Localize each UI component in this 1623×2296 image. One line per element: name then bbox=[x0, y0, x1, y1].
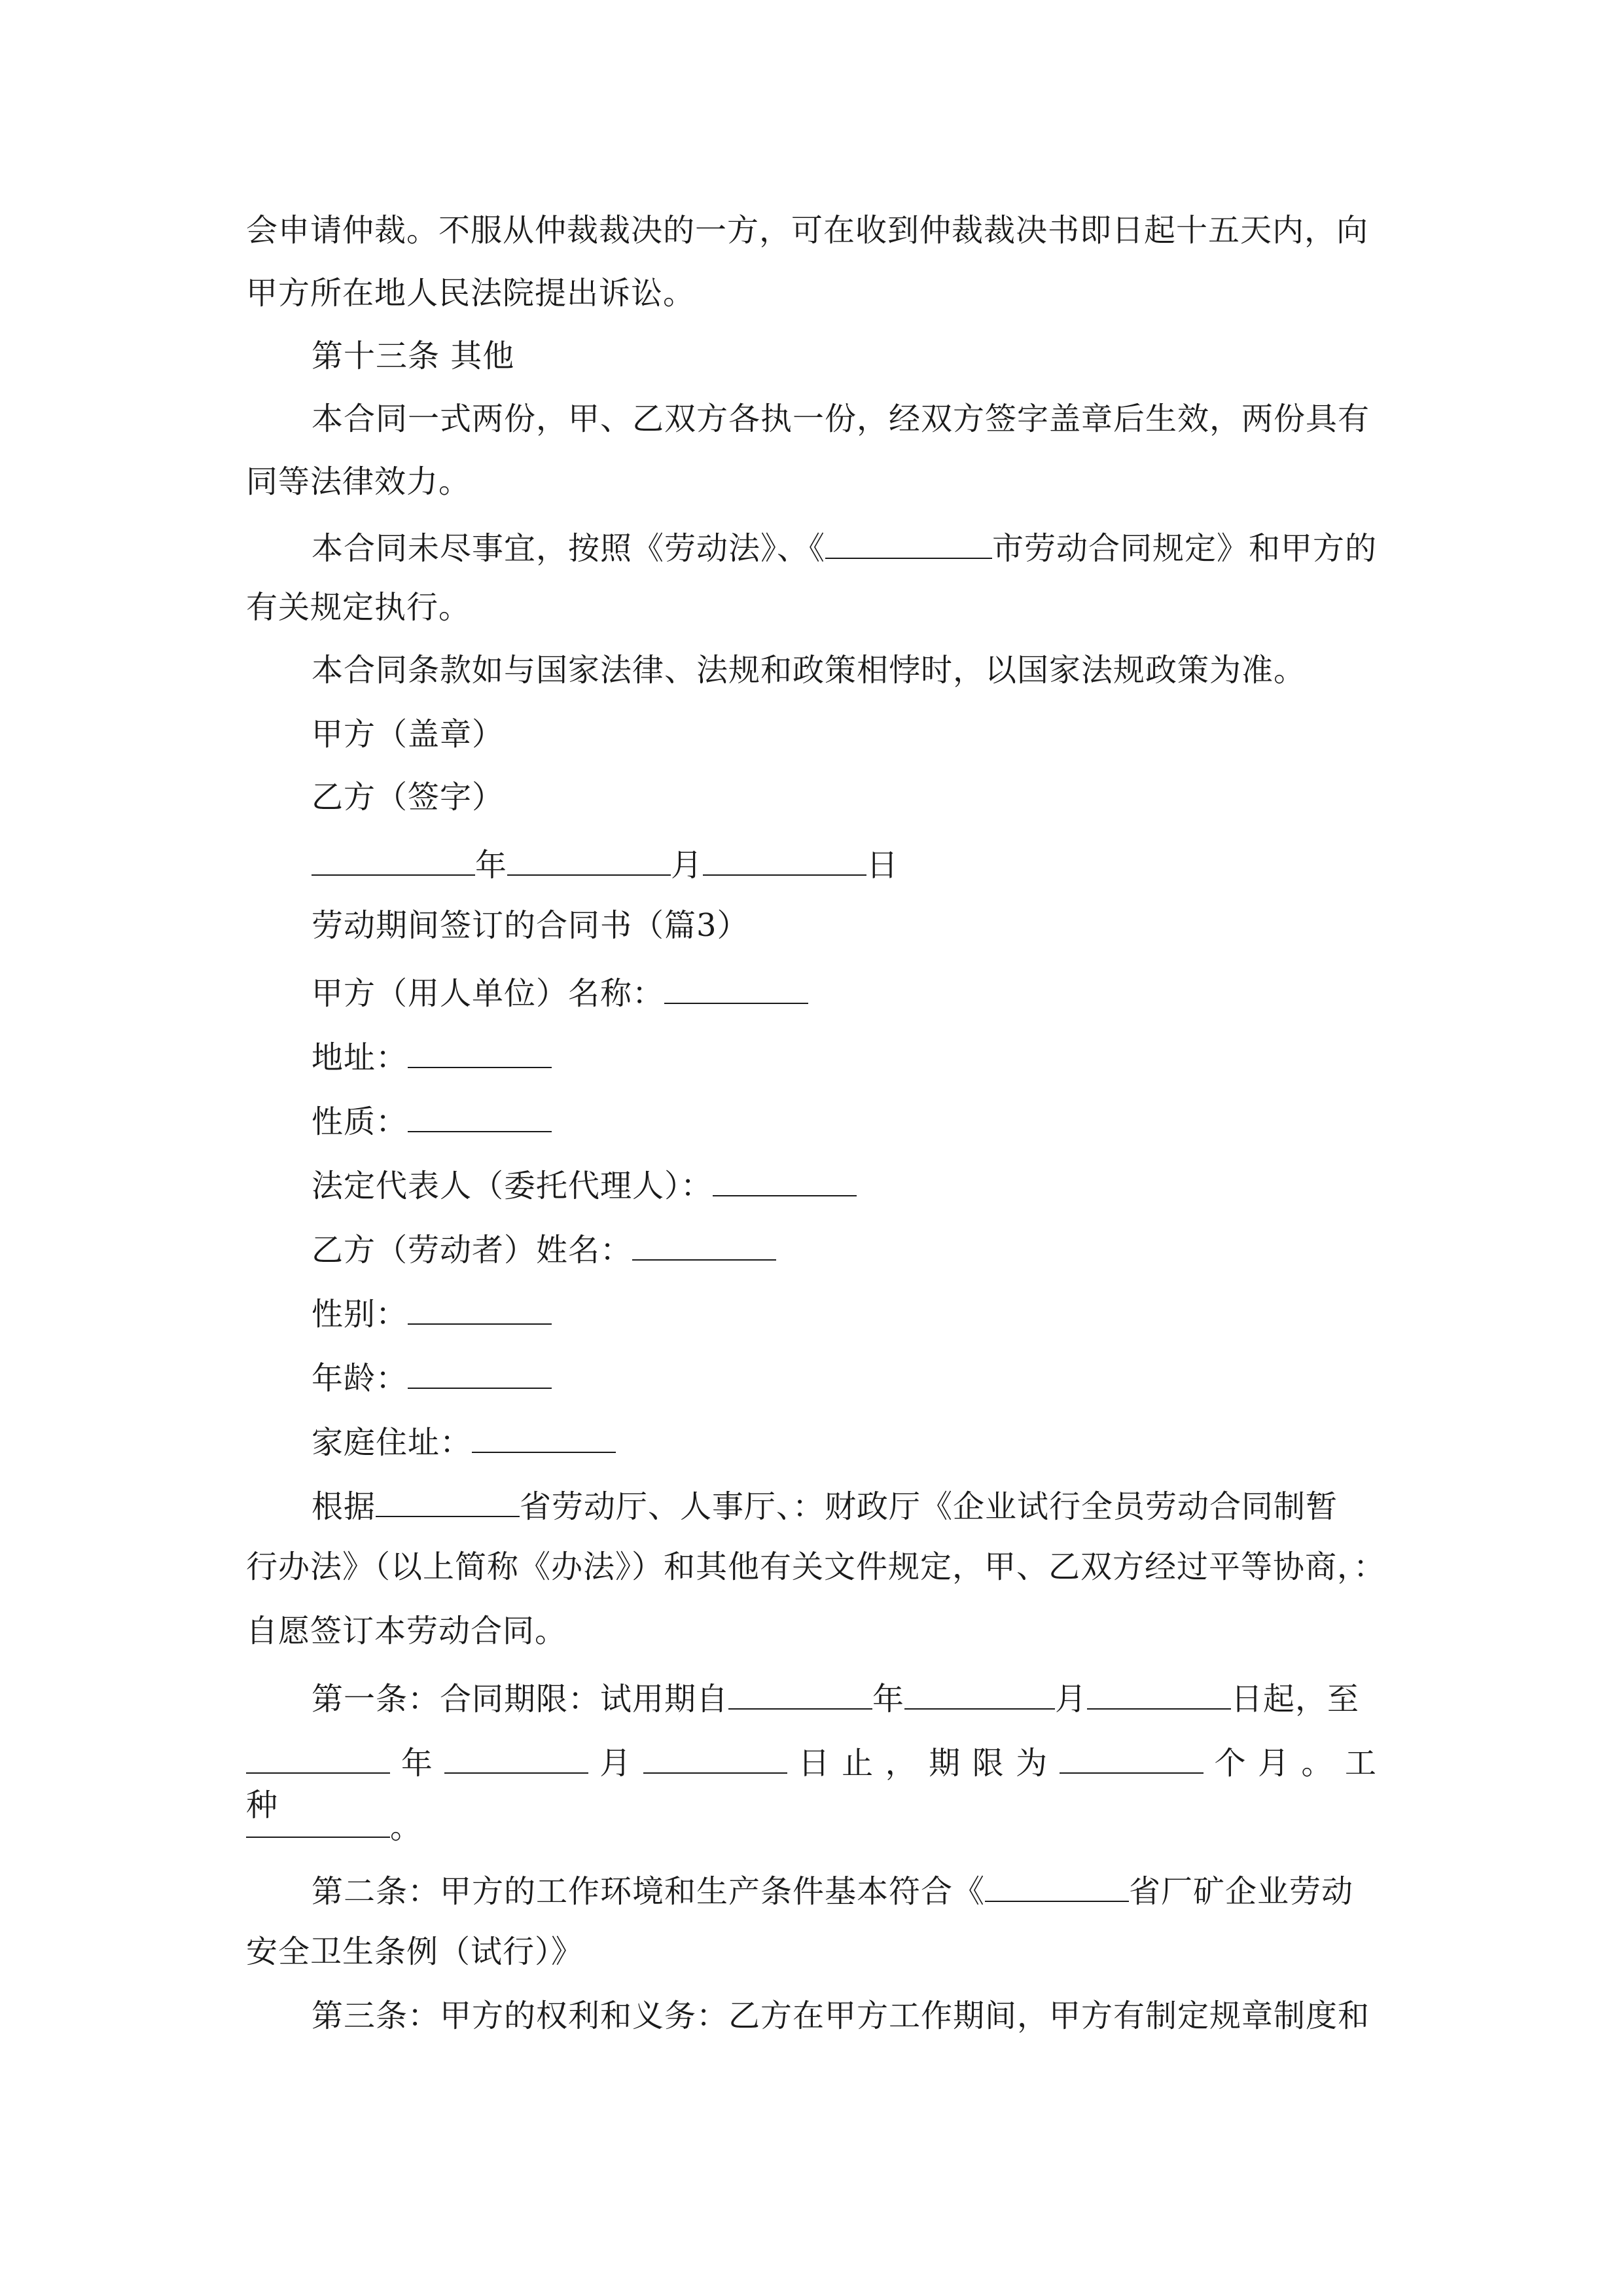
text-segment: 第一条：合同期限：试用期自 bbox=[312, 1681, 729, 1717]
fill-blank bbox=[408, 1289, 552, 1325]
form-field-line bbox=[312, 1418, 616, 1460]
paragraph-line: 第三条：甲方的权利和义务：乙方在甲方工作期间，甲方有制定规章制度和 bbox=[312, 1998, 1370, 2034]
fill-blank bbox=[985, 1867, 1129, 1902]
paragraph-line: 有关规定执行。 bbox=[246, 589, 471, 626]
paragraph-line: 同等法律效力。 bbox=[246, 463, 471, 500]
field-label: 法定代表人（委托代理人）： bbox=[312, 1168, 713, 1204]
fill-blank bbox=[246, 1738, 390, 1774]
form-field-line bbox=[312, 1289, 552, 1331]
fill-blank bbox=[728, 1674, 872, 1710]
paragraph-line bbox=[312, 1482, 1338, 1524]
field-label: 家庭住址： bbox=[312, 1424, 473, 1461]
party-a-seal-label: 甲方（盖章） bbox=[312, 716, 505, 753]
text-segment: 月 bbox=[1055, 1681, 1088, 1717]
field-label: 年龄： bbox=[312, 1360, 408, 1397]
paragraph-line: 本合同条款如与国家法律、法规和政策相悖时，以国家法规政策为准。 bbox=[312, 652, 1306, 689]
text-segment: 日 止 ， 期 限 为 bbox=[798, 1745, 1048, 1782]
paragraph-line: 甲方所在地人民法院提出诉讼。 bbox=[246, 275, 696, 312]
field-label: 乙方（劳动者）姓名： bbox=[312, 1232, 633, 1268]
fill-blank bbox=[376, 1482, 520, 1517]
party-b-signature-label: 乙方（签字） bbox=[312, 779, 505, 816]
year-label: 年 bbox=[475, 847, 508, 884]
section-title: 劳动期间签订的合同书（篇3） bbox=[312, 907, 749, 944]
field-label: 性质： bbox=[312, 1103, 408, 1140]
article-line bbox=[246, 1738, 1377, 1823]
form-field-line bbox=[312, 1097, 552, 1139]
month-blank bbox=[507, 840, 671, 876]
text-segment: 月 bbox=[599, 1745, 632, 1782]
text-segment: 第二条：甲方的工作环境和生产条件基本符合《 bbox=[312, 1873, 986, 1910]
fill-blank bbox=[632, 1225, 776, 1261]
fill-blank bbox=[825, 524, 992, 559]
fill-blank bbox=[664, 969, 808, 1004]
text-segment: 日起，至 bbox=[1231, 1681, 1360, 1717]
form-field-line bbox=[312, 1033, 552, 1075]
paragraph-line: 本合同一式两份，甲、乙双方各执一份，经双方签字盖章后生效，两份具有 bbox=[312, 401, 1370, 437]
article-line bbox=[246, 1803, 422, 1844]
article-heading: 第十三条 其他 bbox=[312, 338, 515, 374]
fill-blank bbox=[643, 1738, 787, 1774]
paragraph-line bbox=[312, 524, 1377, 565]
field-label: 地址： bbox=[312, 1039, 408, 1076]
fill-blank bbox=[408, 1354, 552, 1389]
fill-blank bbox=[472, 1418, 616, 1453]
month-label: 月 bbox=[671, 847, 704, 884]
fill-blank bbox=[713, 1161, 857, 1196]
fill-blank bbox=[904, 1674, 1055, 1710]
fill-blank bbox=[246, 1803, 390, 1838]
text-segment: 省厂矿企业劳动 bbox=[1129, 1873, 1354, 1910]
fill-blank bbox=[408, 1033, 552, 1068]
year-blank bbox=[312, 840, 475, 876]
text-segment: 个 月 。 工 种 bbox=[246, 1745, 1377, 1823]
field-label: 性别： bbox=[312, 1296, 408, 1333]
paragraph-line: 安全卫生条例（试行）》 bbox=[246, 1933, 584, 1970]
text-segment: 。 bbox=[390, 1809, 423, 1846]
text-segment: 市劳动合同规定》和甲方的 bbox=[992, 530, 1378, 567]
fill-blank bbox=[1087, 1674, 1231, 1710]
day-label: 日 bbox=[866, 847, 899, 884]
form-field-line bbox=[312, 969, 808, 1011]
date-line bbox=[312, 840, 899, 882]
field-label: 甲方（用人单位）名称： bbox=[312, 975, 665, 1012]
day-blank bbox=[703, 840, 866, 876]
fill-blank bbox=[444, 1738, 588, 1774]
paragraph-line: 会申请仲裁。不服从仲裁裁决的一方，可在收到仲裁裁决书即日起十五天内，向 bbox=[246, 212, 1369, 249]
text-segment: 年 bbox=[872, 1681, 905, 1717]
form-field-line bbox=[312, 1225, 776, 1267]
article-line bbox=[312, 1867, 1353, 1909]
paragraph-line: 自愿签订本劳动合同。 bbox=[246, 1613, 567, 1649]
article-line bbox=[312, 1674, 1359, 1716]
text-segment: 根据 bbox=[312, 1488, 376, 1525]
form-field-line bbox=[312, 1161, 857, 1203]
form-field-line bbox=[312, 1354, 552, 1395]
fill-blank bbox=[408, 1097, 552, 1132]
fill-blank bbox=[1060, 1738, 1204, 1774]
text-segment: 省劳动厅、人事厅、：财政厅《企业试行全员劳动合同制暂 bbox=[520, 1488, 1338, 1525]
paragraph-line: 行办法》（以上简称《办法》）和其他有关文件规定，甲、乙双方经过平等协商，： bbox=[246, 1549, 1386, 1585]
text-segment: 年 bbox=[401, 1745, 434, 1782]
text-segment: 本合同未尽事宜，按照《劳动法》、《 bbox=[312, 530, 826, 567]
